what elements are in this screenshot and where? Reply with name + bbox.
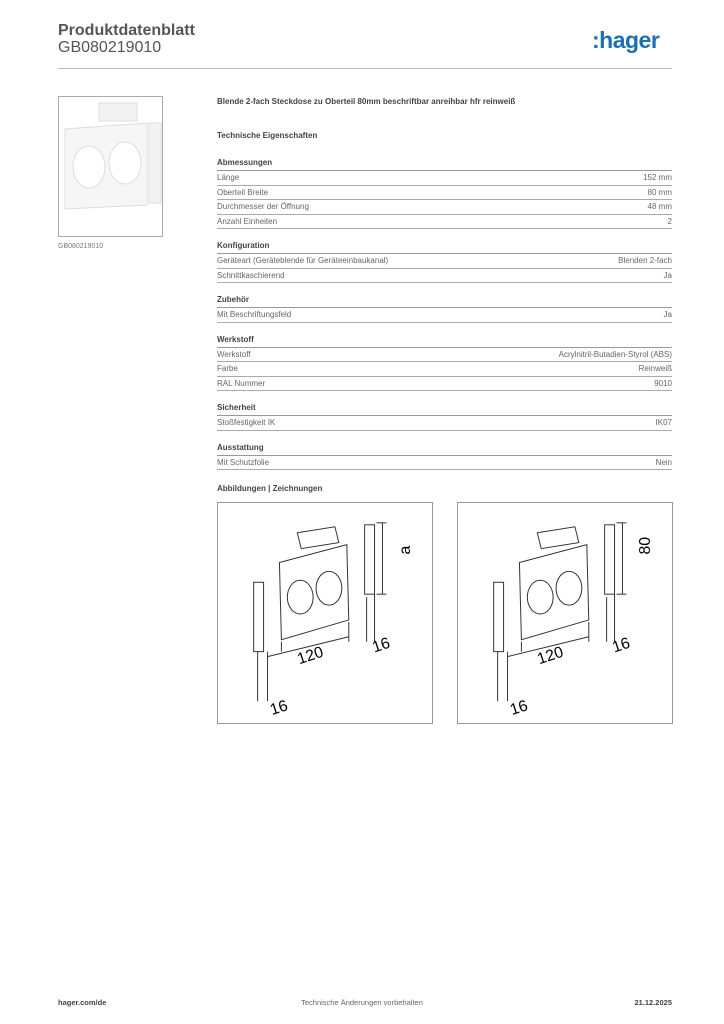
property-row (217, 416, 672, 431)
property-value: 152 mm (643, 173, 672, 182)
drawing-2 (457, 502, 673, 724)
dimension-width: 120 (295, 643, 326, 669)
dimension-side: 16 (268, 697, 291, 719)
footer-website[interactable]: hager.com/de (58, 998, 107, 1007)
image-caption: GB080219010 (58, 243, 104, 250)
drawing-1 (217, 502, 433, 724)
property-label: Anzahl Einheiten (217, 216, 278, 226)
property-label: Mit Beschriftungsfeld (217, 310, 292, 319)
footer-date: 21.12.2025 (634, 998, 672, 1007)
product-code: GB080219010 (58, 39, 162, 56)
property-value: 80 mm (647, 187, 672, 197)
section-heading: Werkstoff (217, 333, 672, 348)
section-heading: Sicherheit (217, 401, 672, 416)
page-title: Produktdatenblatt (58, 22, 195, 39)
property-row (217, 171, 672, 186)
dimension-depth: 16 (610, 634, 633, 657)
property-label: Werkstoff (217, 349, 251, 359)
dimension-width: 120 (535, 643, 566, 669)
property-value: 2 (667, 216, 672, 226)
property-value: IK07 (655, 418, 672, 427)
section-heading: Zubehör (217, 293, 672, 308)
property-row (217, 254, 672, 269)
dimension-height: a (397, 545, 415, 555)
section-heading: Abmessungen (217, 156, 672, 171)
property-row (217, 215, 672, 230)
property-value: Ja (663, 310, 672, 319)
header-divider (58, 68, 672, 69)
section-zubehör (217, 293, 672, 323)
dimension-height: 80 (637, 536, 655, 555)
property-value: 9010 (654, 378, 672, 388)
drawings-title: Abbildungen | Zeichnungen (217, 484, 323, 493)
section-heading: Konfiguration (217, 239, 672, 254)
property-row (217, 348, 672, 363)
product-image (58, 96, 163, 237)
property-row (217, 377, 672, 392)
property-label: Oberteil Breite (217, 187, 269, 197)
property-label: Farbe (217, 364, 238, 373)
section-werkstoff (217, 333, 672, 392)
property-value: Blenden 2-fach (618, 256, 672, 265)
property-label: Länge (217, 173, 240, 182)
property-value: Ja (663, 270, 672, 280)
property-label: Geräteart (Geräteblende für Geräteeinbaukanal) (217, 256, 389, 265)
property-label: Mit Schutzfolie (217, 457, 270, 467)
property-row (217, 269, 672, 284)
property-label: Stoßfestigkeit IK (217, 418, 276, 427)
footer-notice: Technische Änderungen vorbehalten (301, 998, 423, 1007)
property-row (217, 200, 672, 215)
property-row (217, 362, 672, 377)
product-title: Blende 2-fach Steckdose zu Oberteil 80mm beschriftbar anreihbar hfr reinweiß (217, 97, 516, 106)
hager-logo: :hager (592, 27, 660, 53)
section-sicherheit (217, 401, 672, 431)
property-value: Nein (655, 457, 672, 467)
section-title: Technische Eigenschaften (217, 131, 318, 140)
property-value: Reinweiß (638, 364, 672, 373)
properties-column (217, 96, 672, 470)
section-heading: Ausstattung (217, 441, 672, 456)
property-row (217, 308, 672, 323)
property-label: RAL Nummer (217, 378, 266, 388)
property-label: Schnittkaschierend (217, 270, 285, 280)
dimension-depth: 16 (370, 634, 393, 657)
property-row (217, 186, 672, 201)
property-row (217, 456, 672, 471)
property-value: 48 mm (647, 202, 672, 211)
property-value: Acrylnitril-Butadien-Styrol (ABS) (558, 349, 672, 359)
section-abmessungen (217, 156, 672, 229)
property-label: Durchmesser der Öffnung (217, 202, 309, 211)
section-konfiguration (217, 239, 672, 283)
dimension-side: 16 (508, 697, 531, 719)
section-ausstattung (217, 441, 672, 471)
